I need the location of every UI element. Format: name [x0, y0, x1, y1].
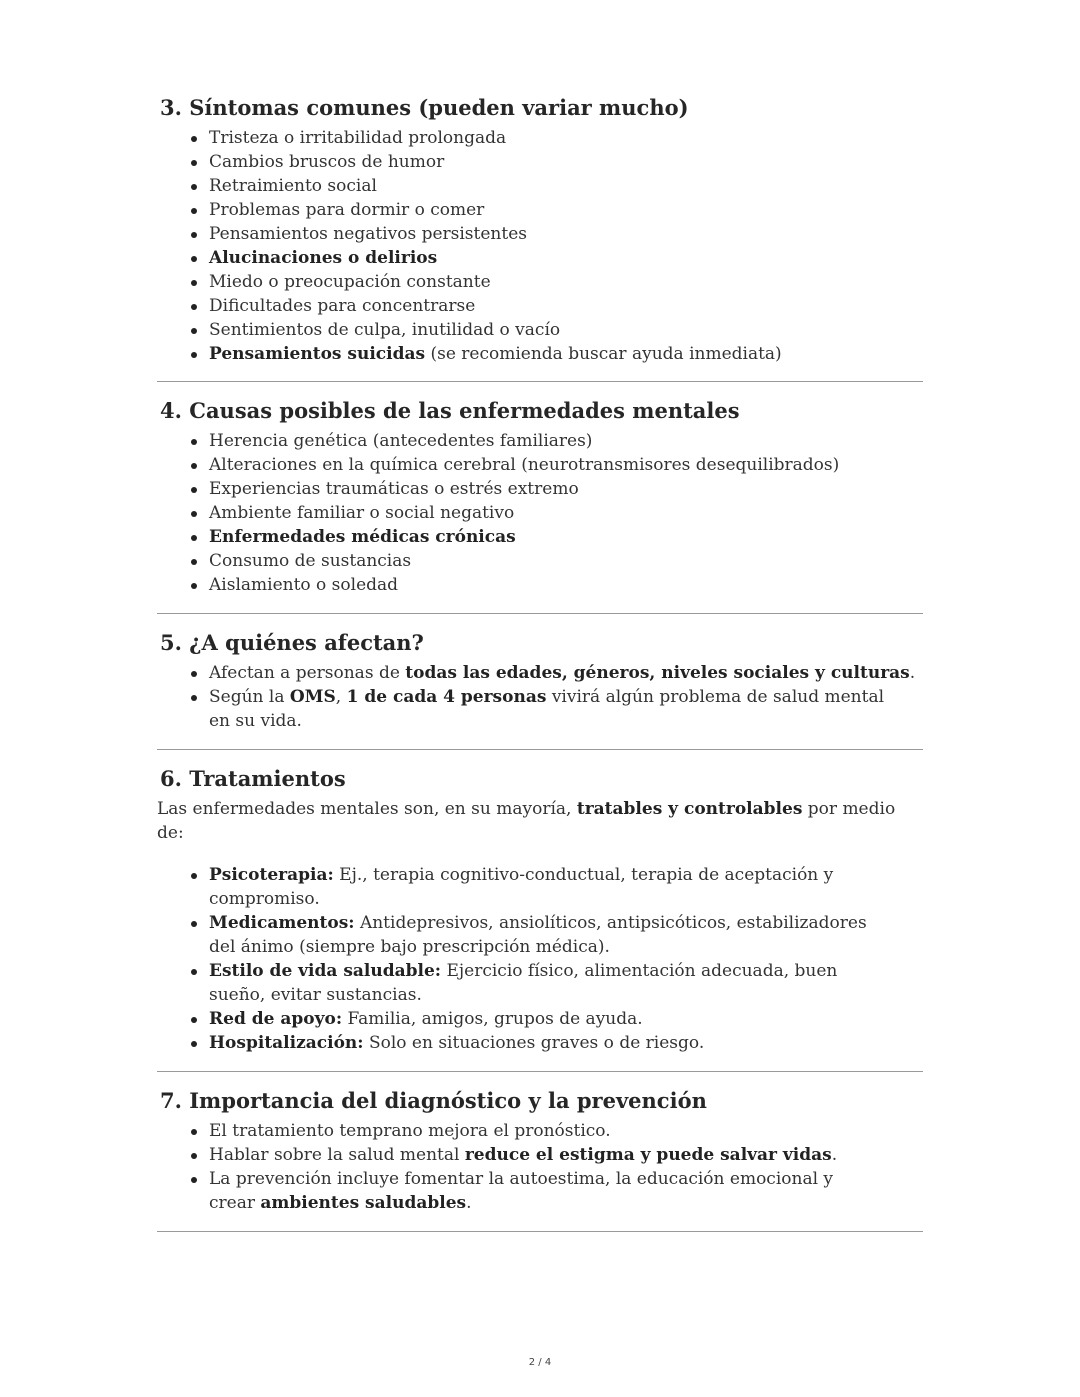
text: , — [335, 687, 347, 707]
text: . — [831, 1145, 838, 1165]
section-title: 5. ¿A quiénes afectan? — [160, 630, 424, 655]
text: Familia, amigos, grupos de ayuda. — [342, 1009, 643, 1029]
list-item: El tratamiento temprano mejora el pronóstico. — [209, 1119, 883, 1143]
text: . — [466, 1193, 472, 1213]
bullet-list — [157, 661, 923, 733]
text: Antidepresivos, ansiolíticos, antipsicóticos, estabilizadores del ánimo (siempre bajo prescripción médica). — [209, 913, 867, 957]
list-item: Tristeza o irritabilidad prolongada — [209, 126, 923, 150]
list-item: Consumo de sustancias — [209, 549, 923, 573]
bold-text: ambientes saludables — [260, 1193, 467, 1213]
bold-label: Estilo de vida saludable: — [209, 961, 442, 981]
list-item: Alucinaciones o delirios — [209, 246, 923, 270]
list-item — [209, 1143, 883, 1167]
divider — [157, 749, 923, 750]
bold-label: Red de apoyo: — [209, 1009, 343, 1029]
text: . — [909, 663, 916, 683]
text: por medio de: — [157, 799, 896, 843]
list-item: Aislamiento o soledad — [209, 573, 923, 597]
section-causas — [157, 397, 923, 597]
list-item: Alteraciones en la química cerebral (neurotransmisores desequilibrados) — [209, 453, 923, 477]
list-item: Experiencias traumáticas o estrés extremo — [209, 477, 923, 501]
list-item: Enfermedades médicas crónicas — [209, 525, 923, 549]
section-sintomas — [157, 94, 923, 366]
list-item: Miedo o preocupación constante — [209, 270, 923, 294]
list-item — [209, 959, 883, 1007]
text: vivirá algún problema de salud mental en su vida. — [209, 687, 885, 731]
divider — [157, 613, 923, 614]
section-a-quienes-afectan — [157, 629, 923, 733]
list-item: Herencia genética (antecedentes familiares) — [209, 429, 923, 453]
divider — [157, 381, 923, 382]
bullet-list — [157, 863, 923, 1055]
text: Afectan a personas de — [209, 663, 406, 683]
bold-text: Pensamientos suicidas — [209, 344, 426, 364]
text: Ej., terapia cognitivo-conductual, terapia de aceptación y compromiso. — [209, 865, 834, 909]
intro-paragraph — [157, 797, 923, 845]
text: Según la — [209, 687, 290, 707]
bullet-list — [157, 429, 923, 597]
text: (se recomienda buscar ayuda inmediata) — [425, 344, 782, 364]
list-item — [209, 911, 883, 959]
list-item — [209, 342, 923, 366]
list-item: Retraimiento social — [209, 174, 923, 198]
list-item — [209, 661, 923, 685]
document-page — [157, 94, 923, 1232]
section-title: 6. Tratamientos — [160, 766, 346, 791]
list-item — [209, 1167, 883, 1215]
section-title: 7. Importancia del diagnóstico y la prevención — [160, 1088, 707, 1113]
list-item — [209, 685, 923, 733]
bullet-list — [157, 1119, 923, 1215]
section-title: 3. Síntomas comunes (pueden variar mucho) — [160, 95, 689, 120]
list-item: Pensamientos negativos persistentes — [209, 222, 923, 246]
section-title: 4. Causas posibles de las enfermedades mentales — [160, 398, 740, 423]
list-item — [209, 1007, 883, 1031]
list-item — [209, 863, 883, 911]
divider — [157, 1071, 923, 1072]
list-item: Sentimientos de culpa, inutilidad o vacío — [209, 318, 923, 342]
bold-text: OMS — [289, 687, 336, 707]
text: La prevención incluye fomentar la autoestima, la educación emocional y crear — [209, 1169, 834, 1213]
list-item: Ambiente familiar o social negativo — [209, 501, 923, 525]
page-number: 2 / 4 — [528, 1357, 552, 1368]
section-tratamientos — [157, 765, 923, 1055]
text: Las enfermedades mentales son, en su mayoría, — [157, 799, 577, 819]
text: Ejercicio físico, alimentación adecuada, buen sueño, evitar sustancias. — [209, 961, 838, 1005]
bold-label: Hospitalización: — [209, 1033, 364, 1053]
text: Solo en situaciones graves o de riesgo. — [363, 1033, 705, 1053]
text: Hablar sobre la salud mental — [209, 1145, 465, 1165]
list-item: Dificultades para concentrarse — [209, 294, 923, 318]
bullet-list — [157, 126, 923, 366]
bold-label: Medicamentos: — [209, 913, 355, 933]
list-item: Problemas para dormir o comer — [209, 198, 923, 222]
bold-text: 1 de cada 4 personas — [346, 687, 547, 707]
bold-text: reduce el estigma y puede salvar vidas — [464, 1145, 832, 1165]
bold-text: todas las edades, géneros, niveles sociales y culturas — [405, 663, 910, 683]
bold-label: Psicoterapia: — [209, 865, 334, 885]
divider — [157, 1231, 923, 1232]
list-item: Cambios bruscos de humor — [209, 150, 923, 174]
bold-text: tratables y controlables — [576, 799, 803, 819]
list-item — [209, 1031, 883, 1055]
section-importancia — [157, 1087, 923, 1215]
